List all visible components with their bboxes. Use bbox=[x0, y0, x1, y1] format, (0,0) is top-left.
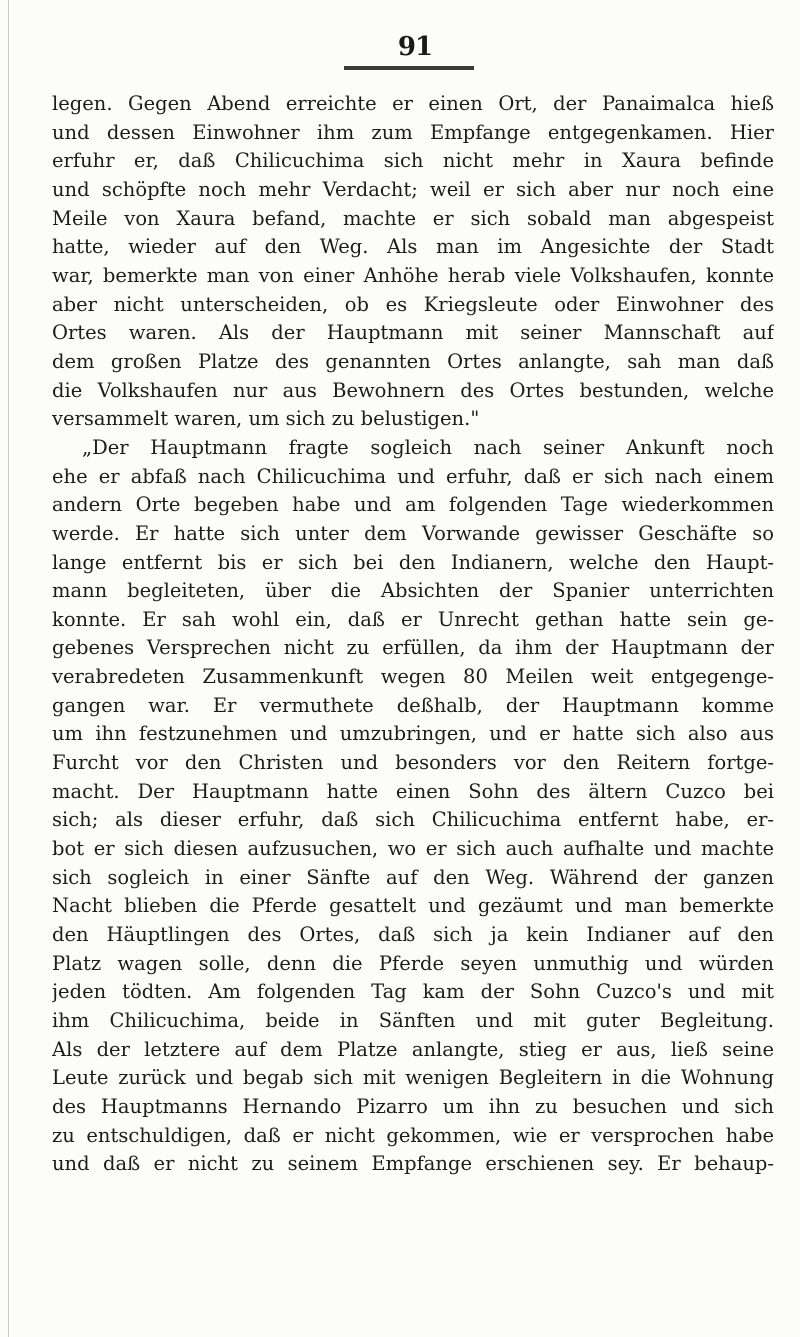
text-line: Als der letztere auf dem Platze anlangte, stieg er aus, ließ seine bbox=[52, 1037, 774, 1061]
text-line: und daß er nicht zu seinem Empfange erschienen sey. Er behaup- bbox=[52, 1152, 774, 1176]
text-line: zu entschuldigen, daß er nicht gekommen, wie er versprochen habe bbox=[52, 1123, 774, 1147]
text-line: verabredeten Zusammenkunft wegen 80 Meilen weit entgegenge- bbox=[52, 665, 774, 689]
text-line: des Hauptmanns Hernando Pizarro um ihn zu besuchen und sich bbox=[52, 1094, 774, 1118]
text-line: „Der Hauptmann fragte sogleich nach seiner Ankunft noch bbox=[82, 435, 774, 459]
text-line: macht. Der Hauptmann hatte einen Sohn des ältern Cuzco bei bbox=[52, 779, 774, 803]
text-line: mann begleiteten, über die Absichten der Spanier unterrichten bbox=[52, 579, 774, 603]
text-line: sich sogleich in einer Sänfte auf den Weg. Während der ganzen bbox=[52, 865, 774, 889]
text-line: andern Orte begeben habe und am folgenden Tage wiederkommen bbox=[52, 493, 774, 517]
text-line: war, bemerkte man von einer Anhöhe herab viele Volkshaufen, konnte bbox=[52, 263, 774, 287]
text-line: dem großen Platze des genannten Ortes anlangte, sah man daß bbox=[52, 349, 774, 373]
text-line: sich; als dieser erfuhr, daß sich Chilicuchima entfernt habe, er- bbox=[52, 808, 774, 832]
text-line: lange entfernt bis er sich bei den Indianern, welche den Haupt- bbox=[52, 550, 774, 574]
text-line: aber nicht unterscheiden, ob es Kriegsleute oder Einwohner des bbox=[52, 292, 774, 316]
text-line: Platz wagen solle, denn die Pferde seyen unmuthig und würden bbox=[52, 951, 774, 975]
page-edge bbox=[8, 0, 9, 1337]
text-line: konnte. Er sah wohl ein, daß er Unrecht gethan hatte sein ge- bbox=[52, 607, 774, 631]
text-line: legen. Gegen Abend erreichte er einen Ort, der Panaimalca hieß bbox=[52, 92, 774, 115]
text-line: und schöpfte noch mehr Verdacht; weil er sich aber nur noch eine bbox=[52, 177, 774, 201]
text-line: gebenes Versprechen nicht zu erfüllen, da ihm der Hauptmann der bbox=[52, 636, 774, 660]
text-line: jeden tödten. Am folgenden Tag kam der Sohn Cuzco's und mit bbox=[52, 980, 774, 1004]
text-line: Leute zurück und begab sich mit wenigen Begleitern in die Wohnung bbox=[52, 1066, 774, 1090]
text-line: Nacht blieben die Pferde gesattelt und gezäumt und man bemerkte bbox=[52, 894, 774, 918]
text-line: Meile von Xaura befand, machte er sich sobald man abgespeist bbox=[52, 206, 774, 230]
text-line: und dessen Einwohner ihm zum Empfange entgegenkamen. Hier bbox=[52, 120, 774, 144]
text-line: um ihn festzunehmen und umzubringen, und er hatte sich also aus bbox=[52, 722, 774, 746]
text-line: die Volkshaufen nur aus Bewohnern des Ortes bestunden, welche bbox=[52, 378, 774, 402]
text-line: Furcht vor den Christen und besonders vor den Reitern fortge- bbox=[52, 751, 774, 775]
text-line: ehe er abfaß nach Chilicuchima und erfuhr, daß er sich nach einem bbox=[52, 464, 774, 488]
text-line: bot er sich diesen aufzusuchen, wo er sich auch aufhalte und machte bbox=[52, 837, 774, 861]
text-line: gangen war. Er vermuthete deßhalb, der Hauptmann komme bbox=[52, 693, 774, 717]
body-text bbox=[52, 90, 774, 1179]
text-line: Ortes waren. Als der Hauptmann mit seiner Mannschaft auf bbox=[52, 321, 774, 345]
text-line: ihm Chilicuchima, beide in Sänften und mit guter Begleitung. bbox=[52, 1009, 774, 1032]
text-line: werde. Er hatte sich unter dem Vorwande gewisser Geschäfte so bbox=[52, 521, 774, 545]
text-line: hatte, wieder auf den Weg. Als man im Angesichte der Stadt bbox=[52, 235, 774, 259]
text-line: erfuhr er, daß Chilicuchima sich nicht mehr in Xaura befinde bbox=[52, 149, 774, 173]
text-line: den Häuptlingen des Ortes, daß sich ja kein Indianer auf den bbox=[52, 923, 774, 947]
header-rule bbox=[344, 66, 474, 70]
text-line: versammelt waren, um sich zu belustigen." bbox=[52, 407, 480, 431]
page-number: 91 bbox=[397, 32, 433, 62]
